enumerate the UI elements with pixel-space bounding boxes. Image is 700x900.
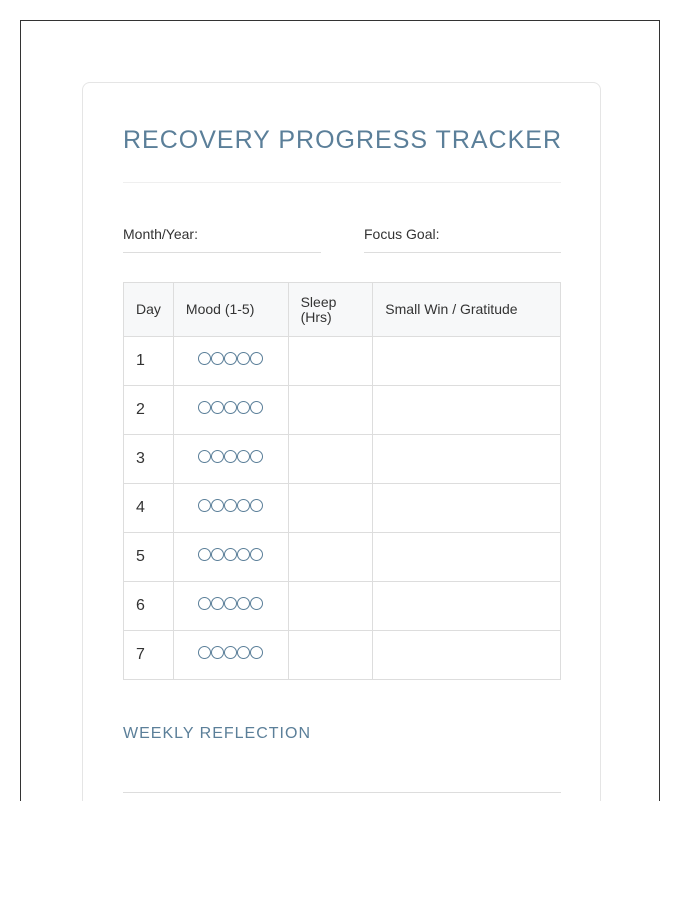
sleep-cell[interactable] bbox=[288, 435, 373, 484]
day-cell: 5 bbox=[124, 533, 174, 582]
mood-cell bbox=[173, 582, 288, 631]
header-sleep: Sleep (Hrs) bbox=[288, 283, 373, 337]
mood-circle-icon[interactable] bbox=[237, 548, 250, 561]
table-row bbox=[124, 337, 561, 386]
mood-circle-icon[interactable] bbox=[198, 352, 211, 365]
month-year-label: Month/Year: bbox=[123, 226, 198, 242]
sleep-cell[interactable] bbox=[288, 484, 373, 533]
sleep-cell[interactable] bbox=[288, 582, 373, 631]
focus-goal-field[interactable] bbox=[364, 226, 561, 253]
mood-circle-icon[interactable] bbox=[198, 548, 211, 561]
mood-circle-icon[interactable] bbox=[198, 646, 211, 659]
mood-circle-icon[interactable] bbox=[211, 352, 224, 365]
day-cell: 2 bbox=[124, 386, 174, 435]
focus-goal-label: Focus Goal: bbox=[364, 226, 440, 242]
mood-cell bbox=[173, 435, 288, 484]
mood-circle-icon[interactable] bbox=[237, 401, 250, 414]
sleep-cell[interactable] bbox=[288, 386, 373, 435]
page-title: RECOVERY PROGRESS TRACKER bbox=[123, 126, 563, 154]
win-cell[interactable] bbox=[373, 435, 561, 484]
sleep-cell[interactable] bbox=[288, 533, 373, 582]
mood-circle-icon[interactable] bbox=[211, 499, 224, 512]
table-row bbox=[124, 631, 561, 680]
title-divider bbox=[123, 182, 561, 183]
day-cell: 3 bbox=[124, 435, 174, 484]
win-cell[interactable] bbox=[373, 337, 561, 386]
mood-circle-icon[interactable] bbox=[224, 499, 237, 512]
win-cell[interactable] bbox=[373, 533, 561, 582]
mood-circle-icon[interactable] bbox=[211, 597, 224, 610]
page-frame bbox=[20, 20, 660, 801]
mood-cell bbox=[173, 484, 288, 533]
mood-circle-icon[interactable] bbox=[250, 646, 263, 659]
table-header-row bbox=[124, 283, 561, 337]
reflection-writing-line[interactable] bbox=[123, 792, 561, 793]
mood-cell bbox=[173, 533, 288, 582]
mood-circle-icon[interactable] bbox=[250, 548, 263, 561]
mood-circle-icon[interactable] bbox=[211, 548, 224, 561]
mood-circle-icon[interactable] bbox=[211, 450, 224, 463]
header-day: Day bbox=[124, 283, 174, 337]
mood-circle-icon[interactable] bbox=[237, 499, 250, 512]
sleep-cell[interactable] bbox=[288, 631, 373, 680]
day-cell: 4 bbox=[124, 484, 174, 533]
mood-cell bbox=[173, 386, 288, 435]
mood-circle-icon[interactable] bbox=[250, 499, 263, 512]
tracker-table bbox=[123, 282, 561, 680]
day-cell: 1 bbox=[124, 337, 174, 386]
mood-circle-icon[interactable] bbox=[211, 646, 224, 659]
day-cell: 7 bbox=[124, 631, 174, 680]
mood-circle-icon[interactable] bbox=[224, 401, 237, 414]
mood-circle-icon[interactable] bbox=[224, 548, 237, 561]
mood-circle-icon[interactable] bbox=[198, 401, 211, 414]
mood-rating bbox=[198, 646, 263, 659]
win-cell[interactable] bbox=[373, 582, 561, 631]
win-cell[interactable] bbox=[373, 386, 561, 435]
month-year-field[interactable] bbox=[123, 226, 321, 253]
header-mood: Mood (1-5) bbox=[173, 283, 288, 337]
mood-circle-icon[interactable] bbox=[237, 646, 250, 659]
mood-circle-icon[interactable] bbox=[224, 646, 237, 659]
mood-circle-icon[interactable] bbox=[198, 597, 211, 610]
win-cell[interactable] bbox=[373, 631, 561, 680]
table-row bbox=[124, 533, 561, 582]
day-cell: 6 bbox=[124, 582, 174, 631]
mood-circle-icon[interactable] bbox=[198, 499, 211, 512]
tracker-body bbox=[124, 337, 561, 680]
mood-rating bbox=[198, 499, 263, 512]
mood-rating bbox=[198, 352, 263, 365]
mood-cell bbox=[173, 631, 288, 680]
mood-circle-icon[interactable] bbox=[237, 450, 250, 463]
win-cell[interactable] bbox=[373, 484, 561, 533]
mood-circle-icon[interactable] bbox=[237, 597, 250, 610]
mood-circle-icon[interactable] bbox=[237, 352, 250, 365]
mood-circle-icon[interactable] bbox=[250, 597, 263, 610]
table-row bbox=[124, 484, 561, 533]
mood-circle-icon[interactable] bbox=[224, 352, 237, 365]
mood-circle-icon[interactable] bbox=[198, 450, 211, 463]
table-row bbox=[124, 582, 561, 631]
tracker-card bbox=[82, 82, 601, 801]
mood-circle-icon[interactable] bbox=[250, 401, 263, 414]
mood-circle-icon[interactable] bbox=[211, 401, 224, 414]
header-win: Small Win / Gratitude bbox=[373, 283, 561, 337]
mood-rating bbox=[198, 597, 263, 610]
mood-circle-icon[interactable] bbox=[224, 450, 237, 463]
weekly-reflection-heading: WEEKLY REFLECTION bbox=[123, 725, 311, 742]
mood-rating bbox=[198, 401, 263, 414]
mood-circle-icon[interactable] bbox=[250, 450, 263, 463]
mood-cell bbox=[173, 337, 288, 386]
mood-rating bbox=[198, 548, 263, 561]
mood-circle-icon[interactable] bbox=[224, 597, 237, 610]
sleep-cell[interactable] bbox=[288, 337, 373, 386]
mood-rating bbox=[198, 450, 263, 463]
mood-circle-icon[interactable] bbox=[250, 352, 263, 365]
table-row bbox=[124, 386, 561, 435]
table-row bbox=[124, 435, 561, 484]
